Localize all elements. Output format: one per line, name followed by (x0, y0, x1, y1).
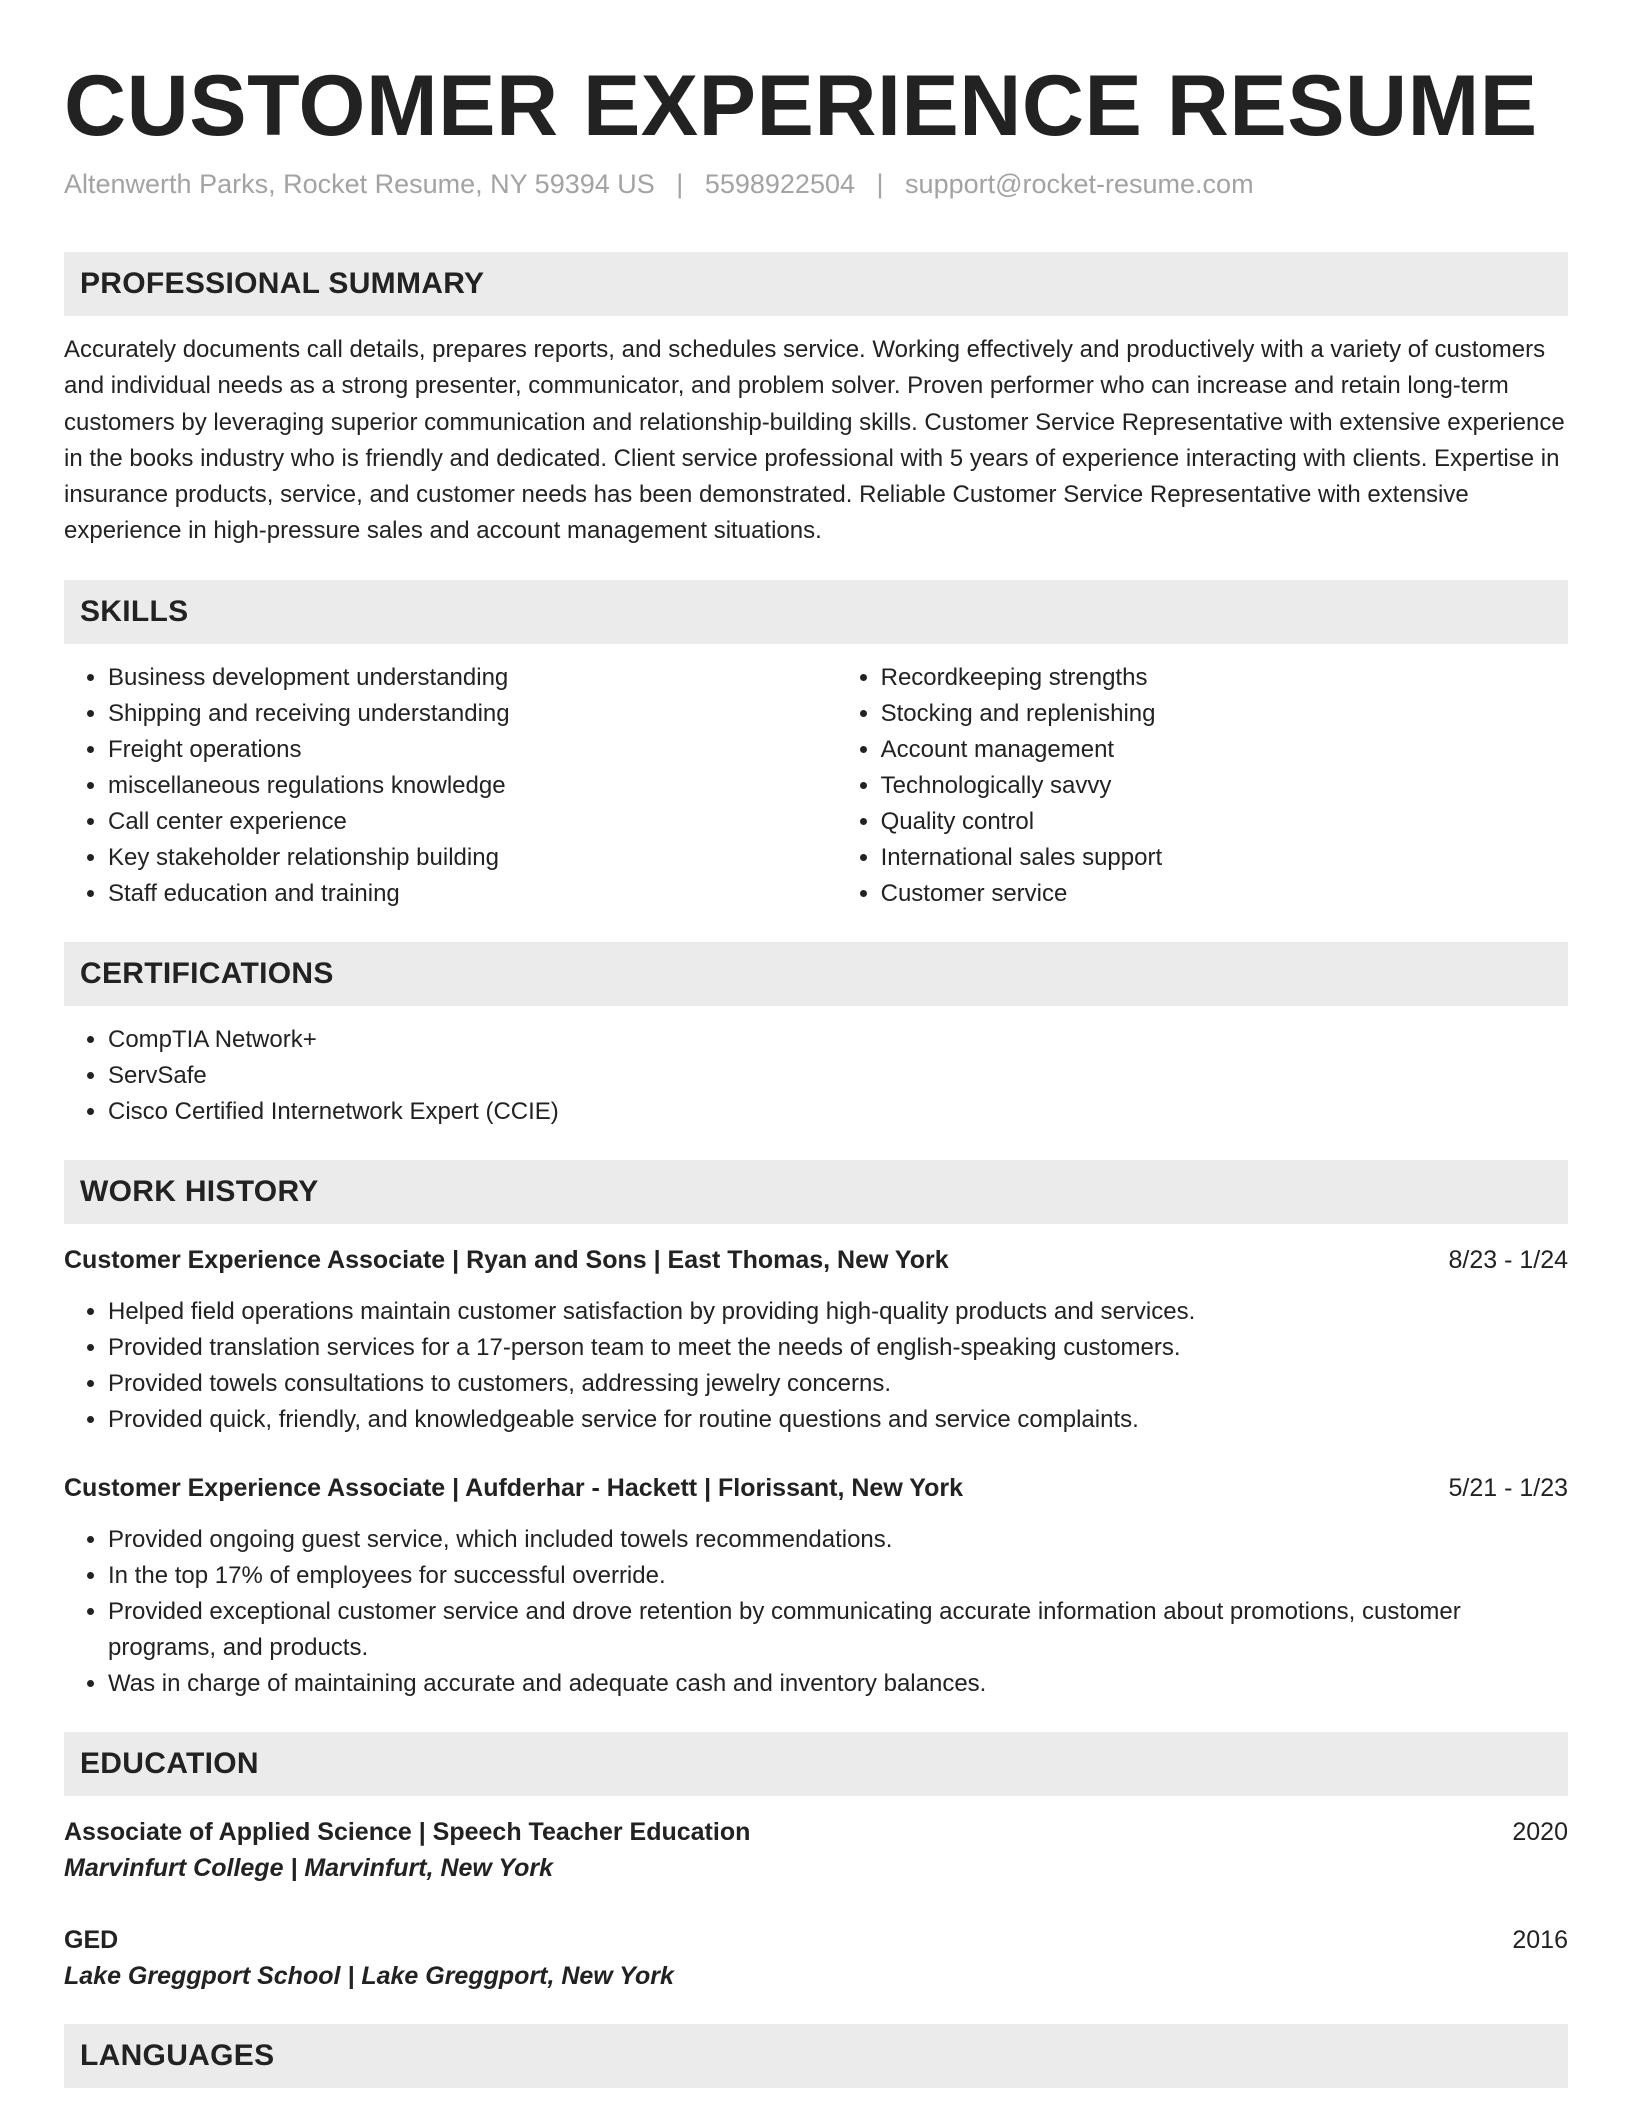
education-year: 2020 (1512, 1817, 1568, 1846)
job-title: Customer Experience Associate | Ryan and Sons | East Thomas, New York (64, 1245, 949, 1274)
skill-item: • Staff education and training (108, 876, 837, 912)
skill-item: • Shipping and receiving understanding (108, 696, 837, 732)
job-bullets (64, 1294, 1568, 1438)
education-year: 2016 (1512, 1925, 1568, 1954)
job-bullet: • Provided towels consultations to customers, addressing jewelry concerns. (108, 1366, 1568, 1402)
job-header (64, 1242, 1568, 1278)
job-header (64, 1470, 1568, 1506)
skill-item: • Call center experience (108, 804, 837, 840)
certification-item: • Cisco Certified Internetwork Expert (CCIE) (108, 1094, 1568, 1130)
section-header-work-history: WORK HISTORY (64, 1160, 1568, 1224)
summary-text: Accurately documents call details, prepares reports, and schedules service. Working effectively and productively with a variety of customers and individual needs as a strong presenter, communicator, and problem solver. Proven performer who can increase and retain long-term customers by leveraging superior communication and relationship-building skills. Customer Service Representative with extensive experience in the books industry who is friendly and dedicated. Client service professional with 5 years of experience interacting with clients. Expertise in insurance products, service, and customer needs has been demonstrated. Reliable Customer Service Representative with extensive experience in high-pressure sales and account management situations. (64, 336, 1565, 545)
skill-item: • Account management (881, 732, 1568, 768)
contact-address: Altenwerth Parks, Rocket Resume, NY 59394 US (64, 169, 655, 199)
job-dates: 8/23 - 1/24 (1448, 1245, 1568, 1274)
skills-list (64, 660, 1568, 912)
skills-column-right (837, 660, 1568, 912)
skill-item: • Key stakeholder relationship building (108, 840, 837, 876)
job-bullet: • Provided ongoing guest service, which included towels recommendations. (108, 1522, 1568, 1558)
skills-column-left (64, 660, 837, 912)
skill-item: • Recordkeeping strengths (881, 660, 1568, 696)
education-school: Lake Greggport School | Lake Greggport, New York (64, 1961, 674, 1990)
skill-item: • miscellaneous regulations knowledge (108, 768, 837, 804)
education-header (64, 1814, 1568, 1850)
contact-phone: 5598922504 (704, 169, 855, 199)
section-header-summary: PROFESSIONAL SUMMARY (64, 252, 1568, 316)
skill-item: • Freight operations (108, 732, 837, 768)
certification-item: • ServSafe (108, 1058, 1568, 1094)
section-header-certifications: CERTIFICATIONS (64, 942, 1568, 1006)
skill-item: • Quality control (881, 804, 1568, 840)
skill-item: • Technologically savvy (881, 768, 1568, 804)
section-header-education: EDUCATION (64, 1732, 1568, 1796)
contact-separator: | (876, 169, 884, 199)
section-header-skills: SKILLS (64, 580, 1568, 644)
job-bullet: • Was in charge of maintaining accurate and adequate cash and inventory balances. (108, 1666, 1568, 1702)
job-bullet: • Provided exceptional customer service and drove retention by communicating accurate information about promotions, customer programs, and products. (108, 1594, 1568, 1666)
skill-item: • Customer service (881, 876, 1568, 912)
education-degree: GED (64, 1925, 119, 1954)
contact-line (64, 166, 1568, 202)
skill-item: • Stocking and replenishing (881, 696, 1568, 732)
certifications-list (64, 1022, 1568, 1130)
skill-item: • International sales support (881, 840, 1568, 876)
education-degree: Associate of Applied Science | Speech Teacher Education (64, 1817, 751, 1846)
job-bullet: • Provided translation services for a 17-person team to meet the needs of english-speaking customers. (108, 1330, 1568, 1366)
job-title: Customer Experience Associate | Aufderhar - Hackett | Florissant, New York (64, 1473, 963, 1502)
job-bullet: • Provided quick, friendly, and knowledgeable service for routine questions and service complaints. (108, 1402, 1568, 1438)
education-school: Marvinfurt College | Marvinfurt, New York (64, 1853, 554, 1882)
certification-item: • CompTIA Network+ (108, 1022, 1568, 1058)
job-bullet: • In the top 17% of employees for successful override. (108, 1558, 1568, 1594)
job-bullet: • Helped field operations maintain customer satisfaction by providing high-quality products and services. (108, 1294, 1568, 1330)
skill-item: • Business development understanding (108, 660, 837, 696)
resume-title: CUSTOMER EXPERIENCE RESUME (64, 58, 1538, 154)
job-bullets (64, 1522, 1568, 1702)
job-dates: 5/21 - 1/23 (1448, 1473, 1568, 1502)
education-header (64, 1922, 1568, 1958)
section-header-languages: LANGUAGES (64, 2024, 1568, 2088)
contact-separator: | (676, 169, 684, 199)
contact-email: support@rocket-resume.com (905, 169, 1254, 199)
